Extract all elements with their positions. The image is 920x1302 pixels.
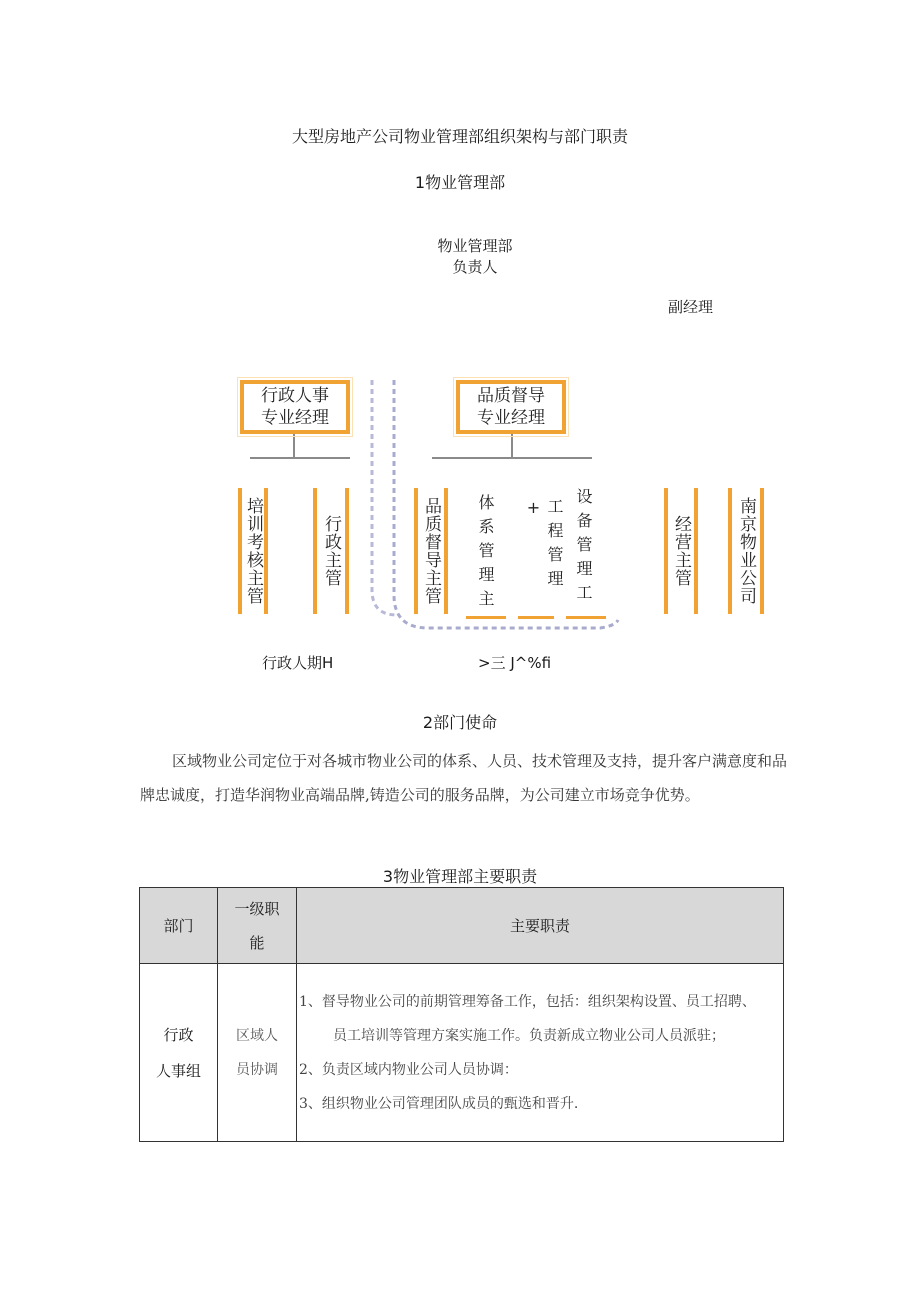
org-box-admin-hr-line1: 行政人事: [261, 386, 329, 406]
document-title: 大型房地产公司物业管理部组织架构与部门职责: [291, 127, 628, 146]
cell-main: [297, 964, 784, 1142]
org-box-nanjing: 南京物业公司: [728, 488, 764, 614]
org-underline-engineering: [518, 616, 554, 619]
section-1-heading: 1物业管理部: [414, 173, 506, 192]
org-box-quality-line1: 品质督导: [477, 386, 545, 406]
org-box-training: 培训考核主管: [238, 488, 268, 614]
header-main: 主要职责: [297, 888, 784, 964]
table-row: [140, 964, 784, 1142]
org-underline-equipment: [566, 616, 606, 619]
org-caption-left: 行政人期H: [262, 654, 334, 672]
section-2-heading: 2部门使命: [422, 713, 498, 732]
cell-dept: 行政 人事组: [140, 964, 218, 1142]
org-box-operation: 经营主管: [664, 488, 698, 614]
table-header-row: [140, 888, 784, 964]
header-level1: 一级职 能: [218, 888, 297, 964]
list-item: 2、负责区域内物业公司人员协调：: [299, 1061, 518, 1078]
org-top-role-line1: 物业管理部: [437, 237, 513, 255]
section-3-heading: 3物业管理部主要职责: [382, 867, 538, 886]
responsibility-list: [297, 975, 783, 1131]
section-2-paragraph: 区域物业公司定位于对各城市物业公司的体系、人员、技术管理及支持，提升客户满意度和品牌忠诚度，打造华润物业高端品牌,铸造公司的服务品牌，为公司建立市场竞争优势。: [140, 752, 788, 804]
cell-level1: 区域人 员协调: [218, 964, 297, 1142]
org-text-equipment: 设备管理工: [574, 488, 593, 608]
header-dept: 部门: [140, 888, 218, 964]
responsibility-table: [139, 887, 784, 1142]
org-top-role-line2: 负责人: [452, 258, 498, 276]
org-box-admin-hr-line2: 专业经理: [261, 408, 329, 428]
list-item: 3、组织物业公司管理团队成员的甄选和晋升.: [299, 1095, 579, 1112]
org-deputy-manager: 副经理: [668, 298, 714, 316]
org-caption-mid: >三 J^%fi: [478, 654, 552, 672]
org-underline-system: [466, 616, 506, 619]
org-box-admin-supervisor: 行政主管: [313, 488, 349, 614]
org-box-quality-manager: [456, 380, 566, 434]
list-item: 1、督导物业公司的前期管理筹备工作，包括：组织架构设置、员工招聘、 员工培训等管理方案实施工作。负责新成立物业公司人员派驻；: [299, 993, 756, 1044]
org-box-admin-hr-manager: [240, 380, 350, 434]
org-box-quality-line2: 专业经理: [477, 408, 545, 428]
org-text-engineering: 工程管理+: [524, 498, 564, 594]
org-text-system: 体系管理主: [476, 494, 495, 614]
org-box-quality-supervisor: 品质督导主管: [414, 488, 448, 614]
